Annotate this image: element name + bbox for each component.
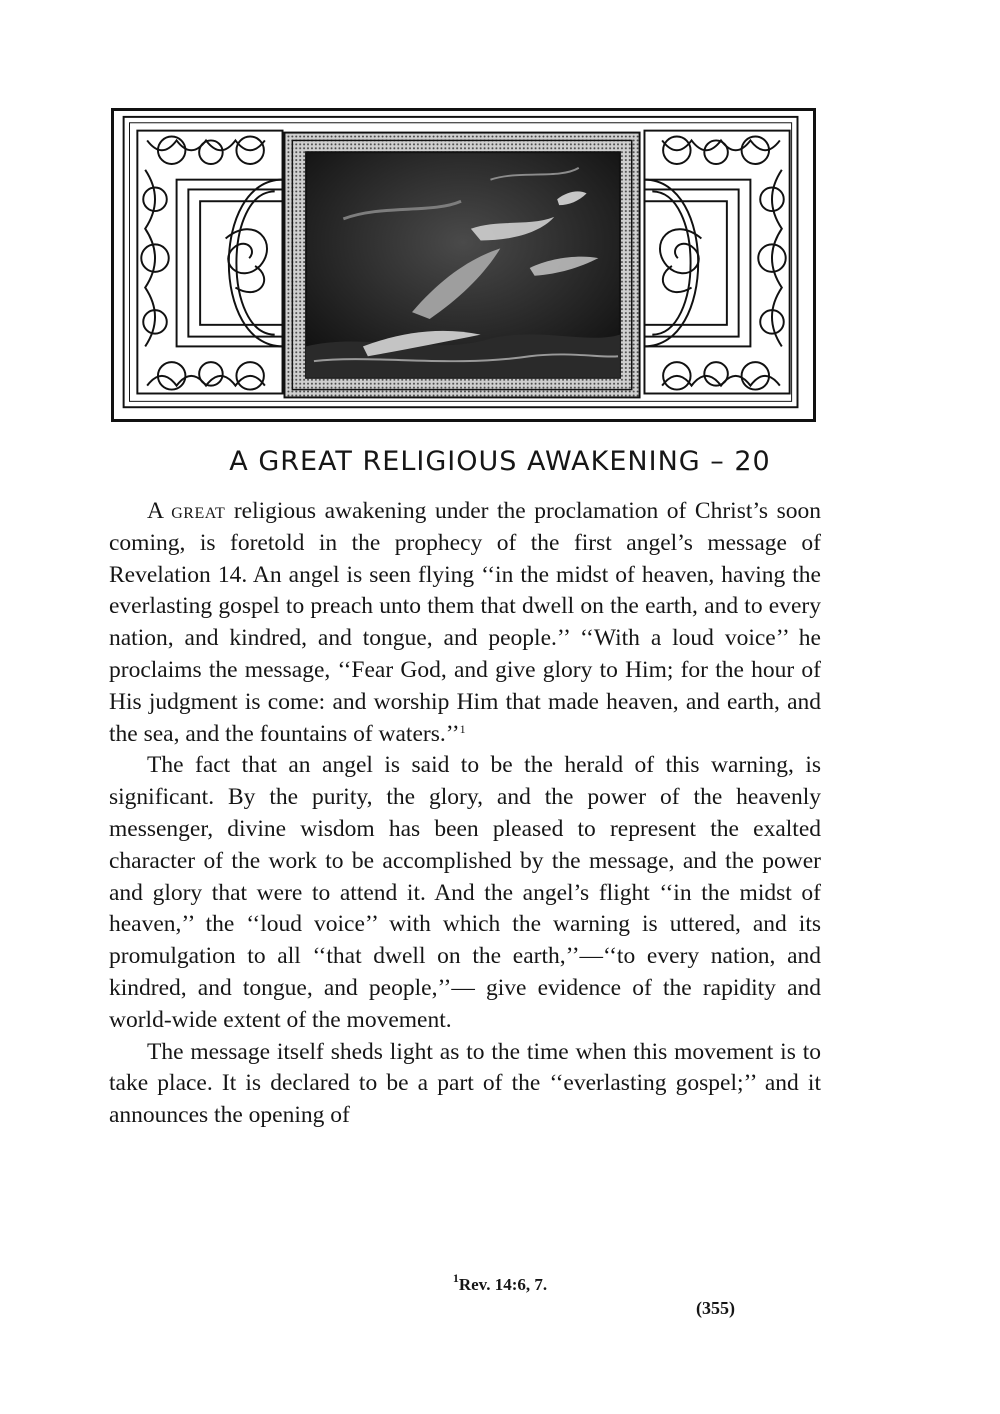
right-ornament xyxy=(644,131,789,394)
page-number: (355) xyxy=(696,1298,735,1318)
paragraph-text: religious awakening under the proclamation of Christ’s soon coming, is foretold in the prophecy of the first angel’s message of Revelation 14. An angel is seen flying ‘‘in the midst of heaven, having the everlasting gospel to preach unto them that dwell on the earth, and to every nation, and kindred, and tongue, and people.’’ ‘‘With a loud voice’’ he proclaims the message, ‘‘Fear God, and give glory to Him; for the hour of His judgment is come: and worship Him that made heaven, and earth, and the sea, and the fountains of waters.’’ xyxy=(109,498,821,747)
footnote-reference: 1 xyxy=(459,721,466,736)
smallcaps-word: great xyxy=(171,498,226,524)
body-text xyxy=(109,496,821,1132)
chapter-header-illustration xyxy=(111,108,816,422)
footnote-text: Rev. 14:6, 7. xyxy=(458,1275,548,1294)
left-ornament xyxy=(137,131,282,394)
chapter-title: A GREAT RELIGIOUS AWAKENING – 20 xyxy=(229,446,771,477)
footnote xyxy=(0,1271,1000,1295)
paragraph-1 xyxy=(109,496,821,750)
footnote-mark: 1 xyxy=(452,1271,459,1285)
paragraph-2: The fact that an angel is said to be the herald of this warning, is significant. By the purity, the glory, and the power of the heavenly messenger, divine wisdom has been pleased to represent the exalted character of the work to be accomplished by the message, and the power and glory that were to attend it. And the angel’s flight ‘‘in the midst of heaven,’’ the ‘‘loud voice’’ with which the warning is uttered, and its promulgation to all ‘‘that dwell on the earth,’’—‘‘to every nation, and kindred, and tongue, and people,’’— give evidence of the rapidity and world-wide extent of the movement. xyxy=(109,752,821,1033)
flying-angel-ornamental-header-icon xyxy=(114,111,813,419)
paragraph-lead: A xyxy=(147,498,172,524)
paragraph-3: The message itself sheds light as to the time when this movement is to take place. It is declared to be a part of the ‘‘everlasting gospel;’’ and it announces the opening of xyxy=(109,1038,821,1129)
